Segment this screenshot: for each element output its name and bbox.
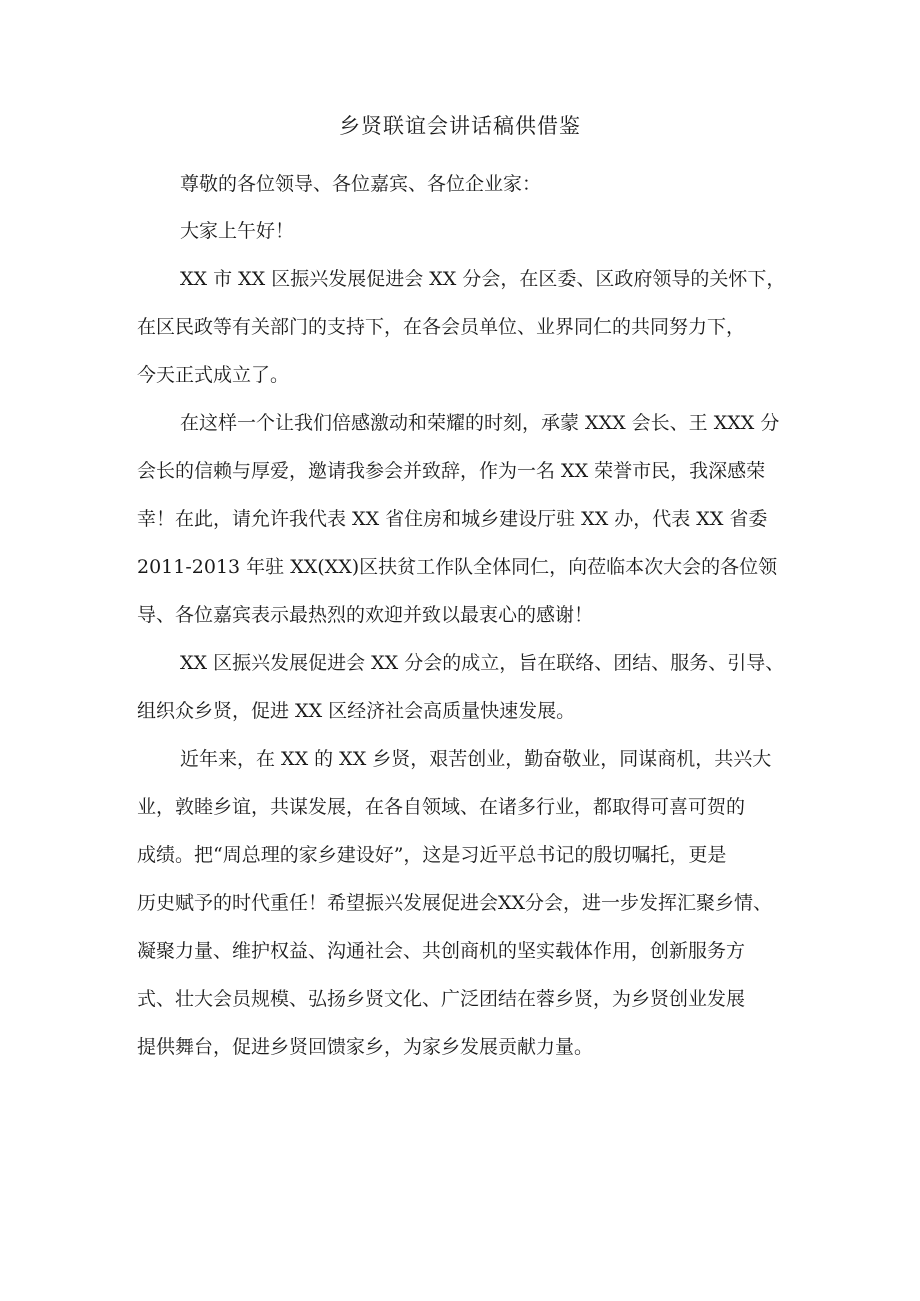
paragraph-1 [137,267,797,387]
paragraph-line: 会长的信赖与厚爱，邀请我参会并致辞，作为一名 XX 荣誉市民，我深感荣 [137,460,766,482]
paragraph-line: 今天正式成立了。 [137,364,290,386]
paragraph-line: 导、各位嘉宾表示最热烈的欢迎并致以最衷心的感谢！ [137,604,594,626]
paragraph-line: XX 区振兴发展促进会 XX 分会的成立，旨在联络、团结、服务、引导、 [180,652,785,674]
paragraph-line: 幸！在此，请允许我代表 XX 省住房和城乡建设厅驻 XX 办，代表 XX 省委 [137,508,768,530]
paragraph-line: XX 市 XX 区振兴发展促进会 XX 分会，在区委、区政府领导的关怀下， [180,268,786,290]
paragraph-line: 历史赋予的时代重任！希望振兴发展促进会XX分会，进一步发挥汇聚乡情、 [137,892,773,914]
paragraph-4 [137,747,797,1059]
paragraph-2 [137,411,797,627]
paragraph-3 [137,651,797,723]
greeting-line: 尊敬的各位领导、各位嘉宾、各位企业家： [180,173,542,195]
paragraph-line: 2011-2013 年驻 XX(XX)区扶贫工作队全体同仁，向莅临本次大会的各位领 [137,556,778,578]
paragraph-line: 组织众乡贤，促进 XX 区经济社会高质量快速发展。 [137,700,576,722]
paragraph-line: 成绩。把“周总理的家乡建设好”，这是习近平总书记的殷切嘱托，更是 [137,844,727,866]
paragraph-line: 近年来，在 XX 的 XX 乡贤，艰苦创业，勤奋敬业，同谋商机，共兴大 [180,748,772,770]
salutation-line: 大家上午好！ [180,220,295,242]
document-title: 乡贤联谊会讲话稿供借鉴 [339,114,581,138]
paragraph-line: 式、壮大会员规模、弘扬乡贤文化、广泛团结在蓉乡贤，为乡贤创业发展 [137,988,746,1010]
document-body [137,172,797,1059]
paragraph-line: 在区民政等有关部门的支持下，在各会员单位、业界同仁的共同努力下， [137,316,746,338]
paragraph-line: 提供舞台，促进乡贤回馈家乡，为家乡发展贡献力量。 [137,1036,594,1058]
paragraph-line: 业，敦睦乡谊，共谋发展，在各自领域、在诸多行业，都取得可喜可贺的 [137,796,746,818]
paragraph-line: 在这样一个让我们倍感激动和荣耀的时刻，承蒙 XXX 会长、王 XXX 分 [180,412,780,434]
paragraph-line: 凝聚力量、维护权益、沟通社会、共创商机的坚实载体作用，创新服务方 [137,940,746,962]
